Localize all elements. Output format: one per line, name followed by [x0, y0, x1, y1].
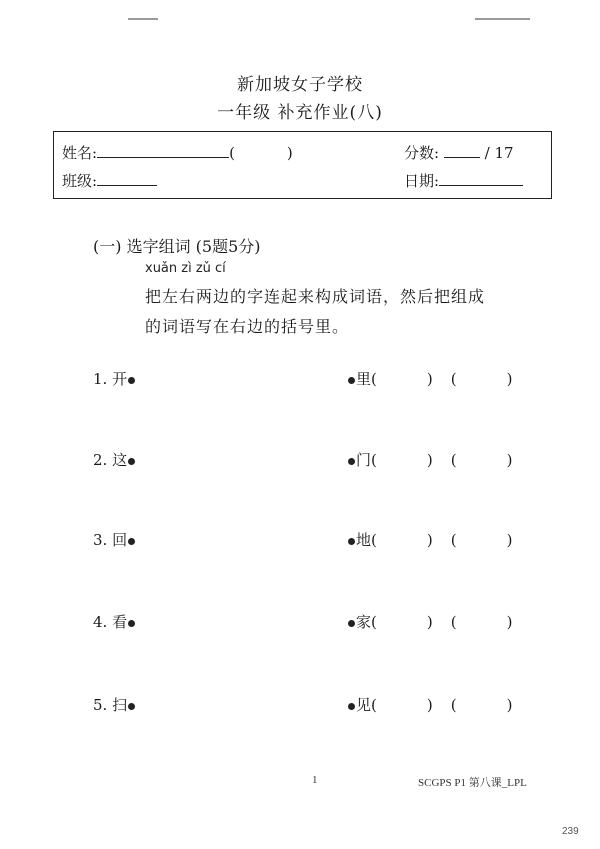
- score-row: [404, 142, 514, 163]
- blank-close: ): [506, 696, 513, 714]
- name-paren-close: ): [286, 144, 293, 162]
- question-3-right: [347, 529, 512, 550]
- name-paren-open: (: [229, 144, 235, 162]
- instruction-line-2: 的词语写在右边的括号里。: [145, 317, 350, 336]
- blank-open: (: [450, 613, 457, 631]
- question-4-right-char: 家: [356, 613, 372, 631]
- class-label: 班级:: [62, 172, 98, 190]
- date-field[interactable]: [439, 171, 523, 186]
- blank-close: ): [426, 531, 433, 549]
- blank-open: (: [450, 531, 457, 549]
- question-2-right-char: 门: [356, 451, 372, 469]
- blank-close: ): [426, 370, 433, 388]
- question-5-right: [347, 694, 512, 715]
- connect-dot-left[interactable]: [128, 620, 135, 627]
- connect-dot-left[interactable]: [128, 538, 135, 545]
- page-number: 1: [312, 774, 318, 786]
- question-3-left: [93, 529, 136, 550]
- name-row: [62, 142, 293, 163]
- blank-open: (: [371, 370, 377, 388]
- score-label: 分数:: [404, 144, 440, 162]
- name-field[interactable]: [97, 143, 229, 158]
- question-1-label: 1. 开: [93, 370, 128, 388]
- question-3-right-char: 地: [356, 531, 372, 549]
- blank-close: ): [426, 613, 433, 631]
- blank-open: (: [450, 696, 457, 714]
- question-4-label: 4. 看: [93, 613, 128, 631]
- question-4-right: [347, 611, 512, 632]
- corner-number: 239: [562, 826, 579, 837]
- connect-dot-left[interactable]: [128, 458, 135, 465]
- class-field[interactable]: [97, 171, 157, 186]
- blank-open: (: [450, 451, 457, 469]
- name-label: 姓名:: [62, 144, 98, 162]
- section-pinyin: xuǎn zì zǔ cí: [145, 261, 226, 276]
- blank-open: (: [371, 696, 377, 714]
- question-5-left: [93, 694, 136, 715]
- blank-open: (: [371, 451, 377, 469]
- connect-dot-right[interactable]: [348, 620, 355, 627]
- worksheet-title: 一年级 补充作业(八): [217, 103, 383, 123]
- connect-dot-right[interactable]: [348, 377, 355, 384]
- question-5-right-char: 见: [356, 696, 372, 714]
- blank-close: ): [426, 451, 433, 469]
- worksheet-code: SCGPS P1 第八课_LPL: [418, 777, 527, 789]
- blank-close: ): [426, 696, 433, 714]
- blank-open: (: [450, 370, 457, 388]
- connect-dot-right[interactable]: [348, 703, 355, 710]
- instruction-line-1: 把左右两边的字连起来构成词语，然后把组成: [145, 287, 486, 306]
- connect-dot-left[interactable]: [128, 703, 135, 710]
- question-5-label: 5. 扫: [93, 696, 128, 714]
- connect-dot-right[interactable]: [348, 458, 355, 465]
- class-row: [62, 170, 157, 191]
- section-title: (一) 选字组词 (5题5分): [93, 237, 261, 256]
- date-label: 日期:: [404, 172, 440, 190]
- blank-close: ): [506, 451, 513, 469]
- question-1-right-char: 里: [356, 370, 372, 388]
- school-title: 新加坡女子学校: [237, 75, 363, 95]
- date-row: [404, 170, 523, 191]
- blank-close: ): [506, 531, 513, 549]
- question-3-label: 3. 回: [93, 531, 128, 549]
- question-1-right: [347, 368, 512, 389]
- question-2-left: [93, 449, 136, 470]
- question-2-right: [347, 449, 512, 470]
- question-1-left: [93, 368, 136, 389]
- score-field[interactable]: [444, 143, 480, 158]
- scan-mark: [128, 18, 158, 20]
- blank-close: ): [506, 370, 513, 388]
- score-total: / 17: [484, 144, 514, 162]
- question-4-left: [93, 611, 136, 632]
- question-2-label: 2. 这: [93, 451, 128, 469]
- blank-open: (: [371, 531, 377, 549]
- blank-open: (: [371, 613, 377, 631]
- connect-dot-right[interactable]: [348, 538, 355, 545]
- connect-dot-left[interactable]: [128, 377, 135, 384]
- scan-mark: [475, 18, 530, 20]
- blank-close: ): [506, 613, 513, 631]
